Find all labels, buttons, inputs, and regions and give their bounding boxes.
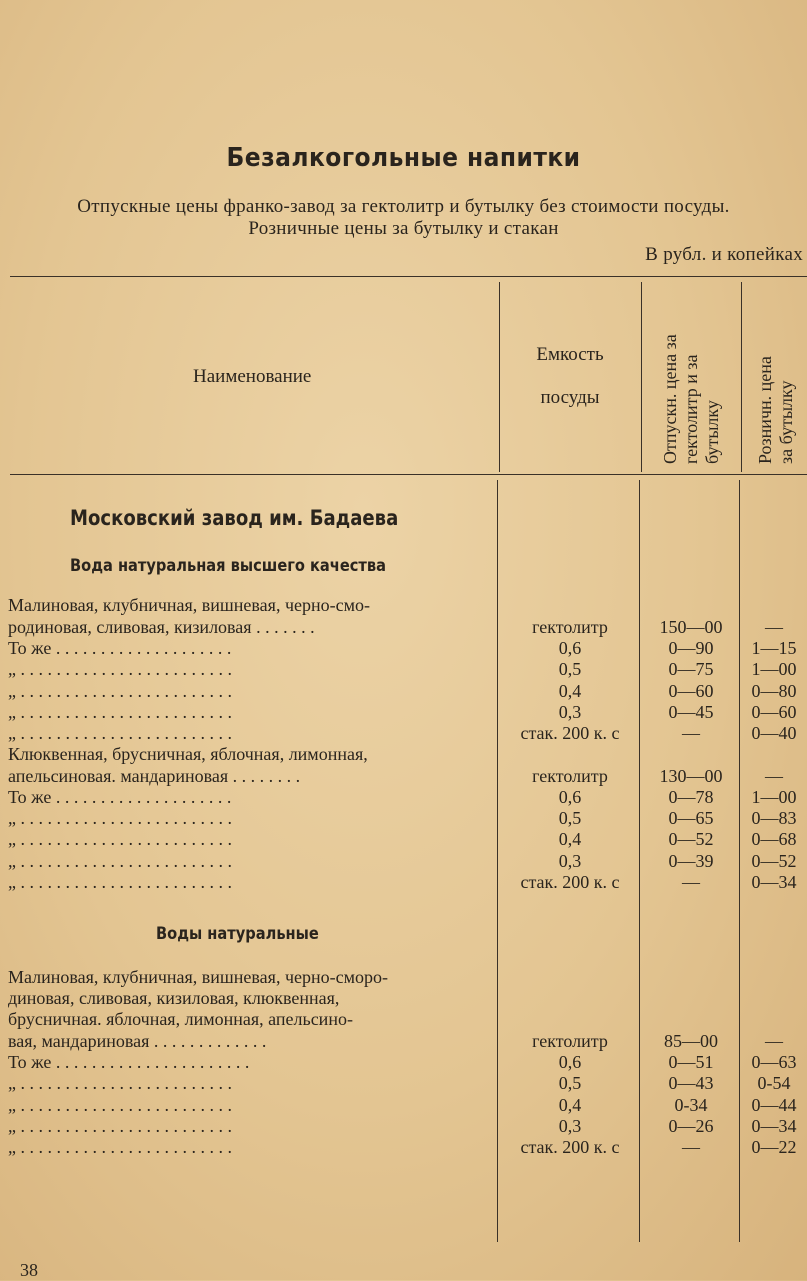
row-capacity: стак. 200 к. с [520, 723, 620, 743]
table-row [0, 1072, 807, 1094]
header-capacity-line2: посуды [540, 387, 600, 408]
row-wholesale: 130—00 [659, 766, 723, 786]
table-row [0, 1051, 807, 1073]
row-wholesale: 0—26 [668, 1116, 714, 1136]
row-capacity: 0,5 [558, 659, 582, 679]
table-row [0, 1030, 807, 1052]
table-row [0, 966, 807, 988]
table-row [0, 637, 807, 659]
table-row [0, 987, 807, 1009]
table-row [0, 1008, 807, 1030]
table-row [0, 701, 807, 723]
row-retail: 0—34 [751, 872, 797, 892]
row-capacity: 0,4 [558, 1095, 582, 1115]
row-name: То же . . . . . . . . . . . . . . . . . . . . [8, 787, 232, 807]
row-capacity: 0,6 [558, 787, 582, 807]
row-name: „ . . . . . . . . . . . . . . . . . . . . . . . . [8, 702, 232, 722]
row-retail: — [765, 1031, 783, 1051]
row-retail: 0—34 [751, 1116, 797, 1136]
header-name: Наименование [193, 366, 312, 387]
table-row [0, 594, 807, 616]
row-wholesale: 0—43 [668, 1073, 714, 1093]
factory-heading: Московский завод им. Бадаева [70, 506, 399, 530]
section-title: Воды натуральные [156, 924, 319, 944]
row-retail: 1—00 [751, 659, 797, 679]
page-number: 38 [20, 1260, 38, 1280]
row-wholesale: 0—75 [668, 659, 714, 679]
row-name: То же . . . . . . . . . . . . . . . . . . . . [8, 638, 232, 658]
row-name: „ . . . . . . . . . . . . . . . . . . . . . . . . [8, 1116, 232, 1136]
table-row [0, 850, 807, 872]
row-wholesale: 0—65 [668, 808, 714, 828]
table-row [0, 765, 807, 787]
row-capacity: 0,4 [558, 681, 582, 701]
row-wholesale: 0—90 [668, 638, 714, 658]
row-name: „ . . . . . . . . . . . . . . . . . . . . . . . . [8, 829, 232, 849]
row-retail: — [765, 617, 783, 637]
subtitle-line-1: Отпускные цены франко-завод за гектолитр и бутылку без стоимости посуды. [77, 196, 730, 217]
row-name: Малиновая, клубничная, вишневая, черно-смо- [8, 595, 370, 615]
table-top-rule [10, 276, 807, 277]
row-wholesale: 0—52 [668, 829, 714, 849]
row-name: „ . . . . . . . . . . . . . . . . . . . . . . . . [8, 808, 232, 828]
row-name: „ . . . . . . . . . . . . . . . . . . . . . . . . [8, 851, 232, 871]
units-note: В рубл. и копейках [645, 244, 803, 265]
row-capacity: 0,3 [558, 851, 582, 871]
row-name: брусничная. яблочная, лимонная, апельсино- [8, 1009, 353, 1029]
row-name: „ . . . . . . . . . . . . . . . . . . . . . . . . [8, 872, 232, 892]
page-title: Безалкогольные напитки [226, 143, 581, 173]
row-name: „ . . . . . . . . . . . . . . . . . . . . . . . . [8, 1137, 232, 1157]
row-capacity: 0,4 [558, 829, 582, 849]
table-row [0, 871, 807, 893]
row-retail: 0—44 [751, 1095, 797, 1115]
row-wholesale: — [682, 1137, 700, 1157]
row-name: Клюквенная, брусничная, яблочная, лимонная, [8, 744, 368, 764]
table-row [0, 743, 807, 765]
header-divider-1 [499, 282, 500, 472]
row-capacity: гектолитр [532, 1031, 608, 1051]
row-name: родиновая, сливовая, кизиловая . . . . . . . [8, 617, 315, 637]
row-retail: 0—40 [751, 723, 797, 743]
subtitle-line-2: Розничные цены за бутылку и стакан [248, 218, 559, 239]
row-name: „ . . . . . . . . . . . . . . . . . . . . . . . . [8, 659, 232, 679]
section-title: Вода натуральная высшего качества [70, 556, 387, 576]
table-row [0, 807, 807, 829]
row-name: вая, мандариновая . . . . . . . . . . . . . [8, 1031, 267, 1051]
table-row [0, 722, 807, 744]
row-wholesale: 0—78 [668, 787, 714, 807]
row-retail: 0—63 [751, 1052, 797, 1072]
header-wholesale-line2: гектолитр и за [681, 354, 701, 464]
row-capacity: 0,6 [558, 1052, 582, 1072]
row-capacity: 0,3 [558, 1116, 582, 1136]
table-row [0, 1136, 807, 1158]
row-capacity: стак. 200 к. с [520, 872, 620, 892]
header-divider-2 [641, 282, 642, 472]
row-retail: 0—80 [751, 681, 797, 701]
row-retail: 1—15 [751, 638, 797, 658]
row-retail: 1—00 [751, 787, 797, 807]
header-divider-3 [741, 282, 742, 472]
row-name: диновая, сливовая, кизиловая, клюквенная, [8, 988, 340, 1008]
row-wholesale: 0—45 [668, 702, 714, 722]
row-wholesale: — [682, 723, 700, 743]
row-name: „ . . . . . . . . . . . . . . . . . . . . . . . . [8, 723, 232, 743]
row-name: „ . . . . . . . . . . . . . . . . . . . . . . . . [8, 1095, 232, 1115]
table-row [0, 1115, 807, 1137]
header-wholesale-line3: бутылку [702, 400, 722, 464]
row-wholesale: 0—51 [668, 1052, 714, 1072]
row-name: „ . . . . . . . . . . . . . . . . . . . . . . . . [8, 1073, 232, 1093]
row-wholesale: 0—60 [668, 681, 714, 701]
row-retail: 0—52 [751, 851, 797, 871]
row-retail: 0-54 [757, 1073, 791, 1093]
table-row [0, 680, 807, 702]
row-wholesale: — [682, 872, 700, 892]
row-capacity: гектолитр [532, 766, 608, 786]
row-retail: — [765, 766, 783, 786]
table-row [0, 786, 807, 808]
row-retail: 0—60 [751, 702, 797, 722]
row-name: „ . . . . . . . . . . . . . . . . . . . . . . . . [8, 681, 232, 701]
row-capacity: 0,6 [558, 638, 582, 658]
row-capacity: 0,3 [558, 702, 582, 722]
table-row [0, 828, 807, 850]
row-capacity: 0,5 [558, 1073, 582, 1093]
row-wholesale: 0-34 [674, 1095, 708, 1115]
header-bottom-rule [10, 474, 807, 475]
row-capacity: гектолитр [532, 617, 608, 637]
row-wholesale: 150—00 [659, 617, 723, 637]
table-row [0, 658, 807, 680]
row-retail: 0—22 [751, 1137, 797, 1157]
row-capacity: стак. 200 к. с [520, 1137, 620, 1157]
table-row [0, 616, 807, 638]
row-wholesale: 85—00 [664, 1031, 718, 1051]
row-wholesale: 0—39 [668, 851, 714, 871]
row-capacity: 0,5 [558, 808, 582, 828]
header-capacity-line1: Емкость [536, 344, 604, 365]
row-retail: 0—68 [751, 829, 797, 849]
header-retail-line1: Розничн. цена [755, 356, 775, 464]
table-row [0, 1094, 807, 1116]
row-retail: 0—83 [751, 808, 797, 828]
row-name: апельсиновая. мандариновая . . . . . . . . [8, 766, 301, 786]
row-name: Малиновая, клубничная, вишневая, черно-сморо- [8, 967, 388, 987]
row-name: То же . . . . . . . . . . . . . . . . . . . . . . [8, 1052, 250, 1072]
header-retail-line2: за бутылку [776, 380, 796, 464]
header-wholesale-line1: Отпускн. цена за [660, 334, 680, 464]
